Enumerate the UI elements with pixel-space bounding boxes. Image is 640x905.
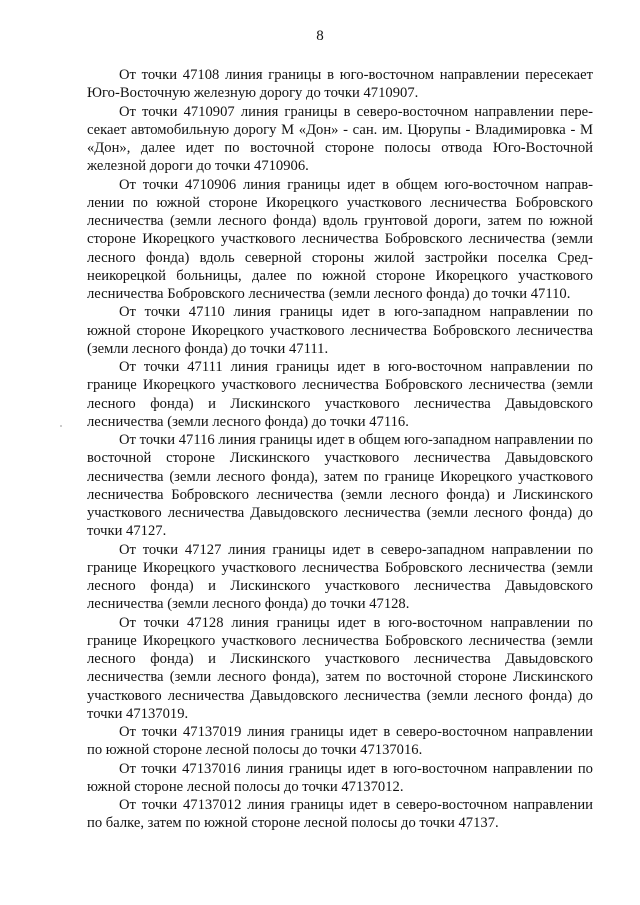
paragraph-4: От точки 47110 линия границы идет в юго-западном направлении по южной стороне Икорецкого участкового лесничества Бобровского лесничества (земли лесного фонда) до точки 47111. — [87, 304, 593, 357]
document-body — [87, 66, 593, 833]
paragraph-9: От точки 47137019 линия границы идет в северо-восточном направлении по южной стороне лесной полосы до точки 47137016. — [87, 724, 593, 759]
paragraph-8: От точки 47128 линия границы идет в юго-восточном направлении по границе Икорецкого участкового лесничества Бобровского лесничества (земли лесного фонда) и Лискинского участкового лесничества Давыдовского лесничества (земли лесного фонда), затем по восточной стороне Лискинского участкового лесничества Давыдовского лесничества (земли лесного фонда) до точки 47137019. — [87, 614, 593, 722]
paragraph-6: От точки 47116 линия границы идет в общем юго-западном направлении по восточной стороне Лискинского участкового лесничества Давыдовского лесничества (земли лесного фонда), затем по границе Икорецкого участкового лесничества Бобровского лесничества (земли лесного фонда) и Лискинского участкового лесничества Давыдовского лесничества (земли лесного фонда) до точки 47127. — [87, 432, 593, 540]
paragraph-2: От точки 4710907 линия границы в северо-восточном направлении пересекает автомобильную дорогу М «Дон» - сан. им. Цюрупы - Владимировка - М «Дон», далее идет по восточной стороне полосы отвода Юго-Восточной железной дороги до точки 4710906. — [87, 103, 593, 175]
page-number: 8 — [316, 28, 324, 44]
paragraph-3: От точки 4710906 линия границы идет в общем юго-восточном направлении по южной стороне Икорецкого участкового лесничества Бобровского лесничества (земли лесного фонда) вдоль грунтовой дороги, затем по южной стороне Икорецкого участкового лесничества Бобровского лесничества (земли лесного фонда) вдоль северной стороны жилой застройки поселка Среднеикорецкой больницы, далее по южной стороне Икорецкого участкового лесничества Бобровского лесничества (земли лесного фонда) до точки 47110. — [87, 176, 593, 302]
paragraph-5: От точки 47111 линия границы идет в юго-восточном направлении по границе Икорецкого участкового лесничества Бобровского лесничества (земли лесного фонда) и Лискинского участкового лесничества Давыдовского лесничества (земли лесного фонда) до точки 47116. — [87, 359, 593, 430]
paragraph-1: От точки 47108 линия границы в юго-восточном направлении пересекает Юго-Восточную железную дорогу до точки 4710907. — [87, 67, 593, 102]
paragraph-11: От точки 47137012 линия границы идет в северо-восточном направлении по балке, затем по южной стороне лесной полосы до точки 47137. — [87, 797, 593, 832]
paragraph-10: От точки 47137016 линия границы идет в юго-восточном направлении по южной стороне лесной полосы до точки 47137012. — [87, 760, 593, 795]
scan-speck — [60, 425, 62, 427]
paragraph-7: От точки 47127 линия границы идет в северо-западном направлении по границе Икорецкого участкового лесничества Бобровского лесничества (земли лесного фонда) и Лискинского участкового лесничества Давыдовского лесничества (земли лесного фонда) до точки 47128. — [87, 541, 593, 613]
